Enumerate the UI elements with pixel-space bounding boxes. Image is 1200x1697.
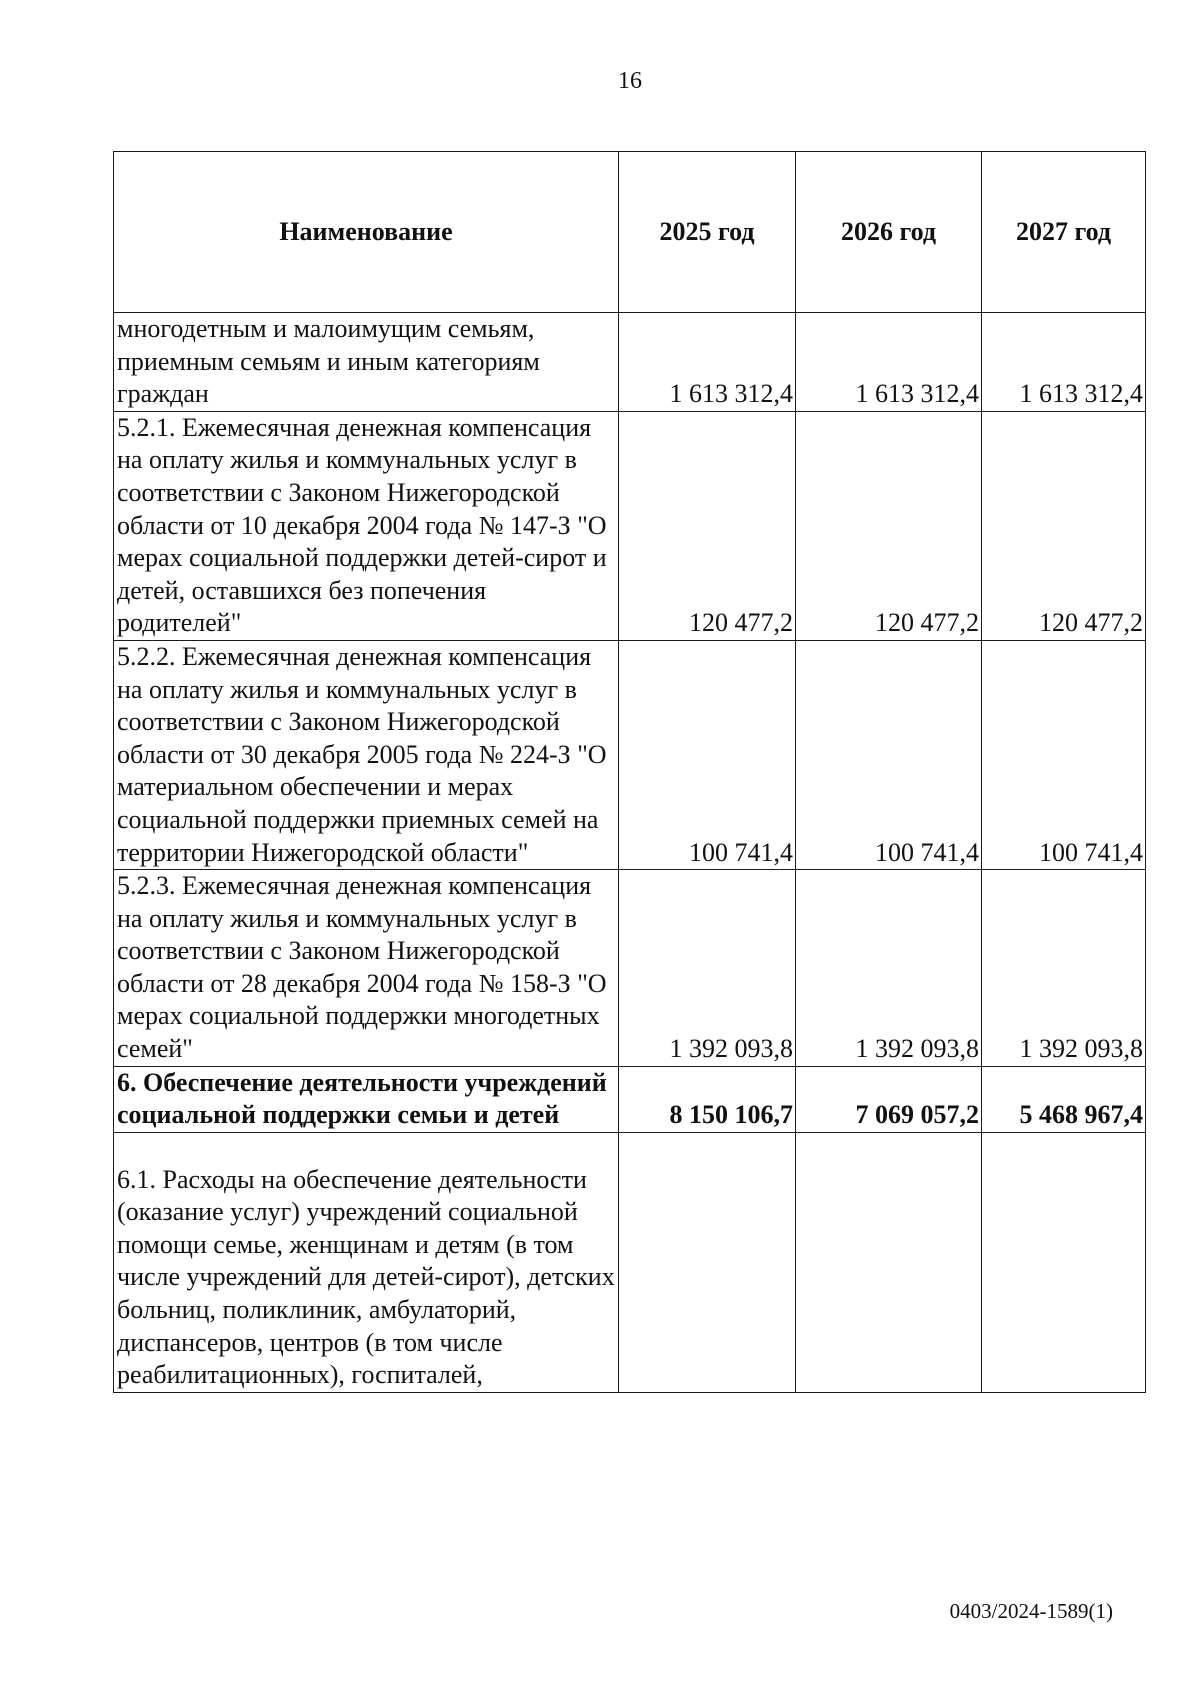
row-name: многодетным и малоимущим семьям, приемным семьям и иным категориям граждан	[114, 313, 619, 412]
value-2026: 120 477,2	[796, 411, 982, 640]
table-row	[114, 1132, 1146, 1392]
row-name: 5.2.3. Ежемесячная денежная компенсация на оплату жилья и коммунальных услуг в соответствии с Законом Нижегородской области от 28 декабря 2004 года № 158-З "О мерах социальной поддержки многодетных семей"	[114, 870, 619, 1067]
header-2027: 2027 год	[982, 152, 1146, 313]
value-2025	[619, 1132, 796, 1392]
value-2026: 1 392 093,8	[796, 870, 982, 1067]
table-row	[114, 870, 1146, 1067]
header-2026: 2026 год	[796, 152, 982, 313]
value-2027: 1 392 093,8	[982, 870, 1146, 1067]
header-2025: 2025 год	[619, 152, 796, 313]
table-header	[114, 152, 1146, 313]
value-2027: 100 741,4	[982, 640, 1146, 869]
row-name: 5.2.2. Ежемесячная денежная компенсация на оплату жилья и коммунальных услуг в соответствии с Законом Нижегородской области от 30 декабря 2005 года № 224-З "О материальном обеспечении и мерах социальной поддержки приемных семей на территории Нижегородской области"	[114, 640, 619, 869]
value-2026: 7 069 057,2	[796, 1066, 982, 1132]
table-row	[114, 640, 1146, 869]
value-2025: 8 150 106,7	[619, 1066, 796, 1132]
header-name: Наименование	[114, 152, 619, 313]
value-2027: 5 468 967,4	[982, 1066, 1146, 1132]
value-2025: 100 741,4	[619, 640, 796, 869]
section-total-row	[114, 1066, 1146, 1132]
budget-table	[113, 151, 1146, 1393]
table-row	[114, 313, 1146, 412]
value-2027	[982, 1132, 1146, 1392]
value-2025: 1 613 312,4	[619, 313, 796, 412]
value-2026: 100 741,4	[796, 640, 982, 869]
value-2026: 1 613 312,4	[796, 313, 982, 412]
page-number: 16	[618, 68, 642, 94]
row-name: 6. Обеспечение деятельности учреждений социальной поддержки семьи и детей	[114, 1066, 619, 1132]
value-2025: 120 477,2	[619, 411, 796, 640]
table-row	[114, 411, 1146, 640]
value-2025: 1 392 093,8	[619, 870, 796, 1067]
header-row	[114, 152, 1146, 313]
row-name: 5.2.1. Ежемесячная денежная компенсация на оплату жилья и коммунальных услуг в соответствии с Законом Нижегородской области от 10 декабря 2004 года № 147-З "О мерах социальной поддержки детей-сирот и детей, оставшихся без попечения родителей"	[114, 411, 619, 640]
document-code: 0403/2024-1589(1)	[949, 1599, 1113, 1623]
table-body	[114, 313, 1146, 1393]
value-2027: 1 613 312,4	[982, 313, 1146, 412]
value-2027: 120 477,2	[982, 411, 1146, 640]
value-2026	[796, 1132, 982, 1392]
row-name: 6.1. Расходы на обеспечение деятельности (оказание услуг) учреждений социальной помощи семье, женщинам и детям (в том числе учреждений для детей-сирот), детских больниц, поликлиник, амбулаторий, диспансеров, центров (в том числе реабилитационных), госпиталей,	[114, 1132, 619, 1392]
